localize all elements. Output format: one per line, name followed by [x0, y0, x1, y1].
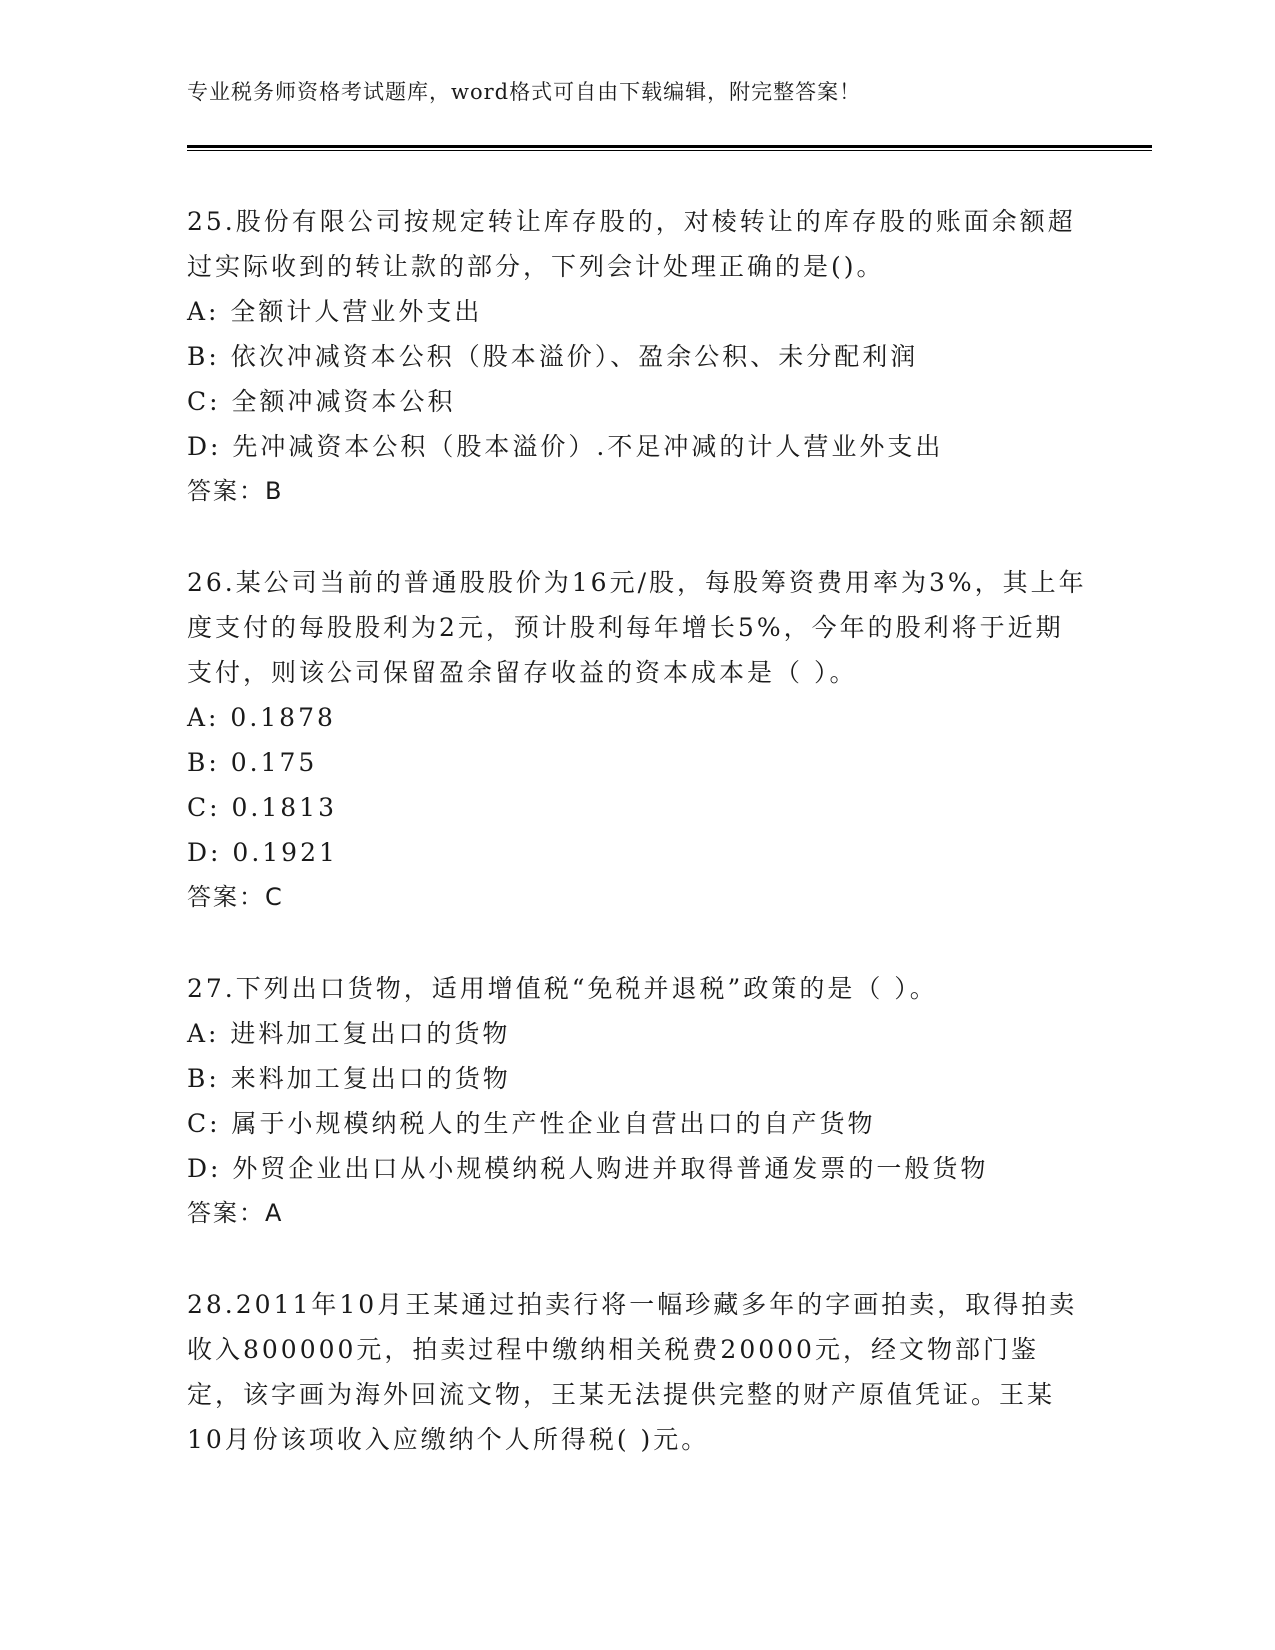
option-b: B: 0.175	[187, 748, 318, 777]
option-b: B: 依次冲减资本公积（股本溢价）、盈余公积、未分配利润	[187, 342, 919, 371]
option-a: A: 全额计人营业外支出	[187, 297, 483, 326]
question-stem: 28.2011年10月王某通过拍卖行将一幅珍藏多年的字画拍卖，取得拍卖收入800000元，拍卖过程中缴纳相关税费20000元，经文物部门鉴定，该字画为海外回流文物，王某无法提供完整的财产原值凭证。王某10月份该项收入应缴纳个人所得税( )元。	[187, 1290, 1078, 1454]
question-list	[187, 199, 1087, 1508]
header-divider-thin	[187, 150, 1152, 151]
question-stem: 25.股份有限公司按规定转让库存股的，对棱转让的库存股的账面余额超过实际收到的转让款的部分，下列会计处理正确的是()。	[187, 207, 1076, 281]
question-28	[187, 1282, 1087, 1462]
option-d: D: 0.1921	[187, 838, 338, 867]
question-stem: 27.下列出口货物，适用增值税“免税并退税”政策的是（ ）。	[187, 974, 938, 1003]
option-a: A: 0.1878	[187, 703, 336, 732]
option-a: A: 进料加工复出口的货物	[187, 1019, 511, 1048]
answer: 答案：A	[187, 1199, 284, 1227]
option-c: C: 全额冲减资本公积	[187, 387, 456, 416]
answer: 答案：C	[187, 883, 284, 911]
question-27	[187, 966, 1087, 1236]
header-note: 专业税务师资格考试题库，word格式可自由下载编辑，附完整答案！	[187, 80, 862, 104]
option-d: D: 先冲减资本公积（股本溢价）.不足冲减的计人营业外支出	[187, 432, 944, 461]
question-26	[187, 560, 1087, 920]
option-c: C: 0.1813	[187, 793, 337, 822]
header-divider	[187, 145, 1152, 148]
option-b: B: 来料加工复出口的货物	[187, 1064, 511, 1093]
option-c: C: 属于小规模纳税人的生产性企业自营出口的自产货物	[187, 1109, 876, 1138]
answer: 答案：B	[187, 477, 284, 505]
question-stem: 26.某公司当前的普通股股价为16元/股，每股筹资费用率为3%，其上年度支付的每股股利为2元，预计股利每年增长5%，今年的股利将于近期支付，则该公司保留盈余留存收益的资本成本是（ ）。	[187, 568, 1087, 687]
option-d: D: 外贸企业出口从小规模纳税人购进并取得普通发票的一般货物	[187, 1154, 989, 1183]
question-25	[187, 199, 1087, 514]
